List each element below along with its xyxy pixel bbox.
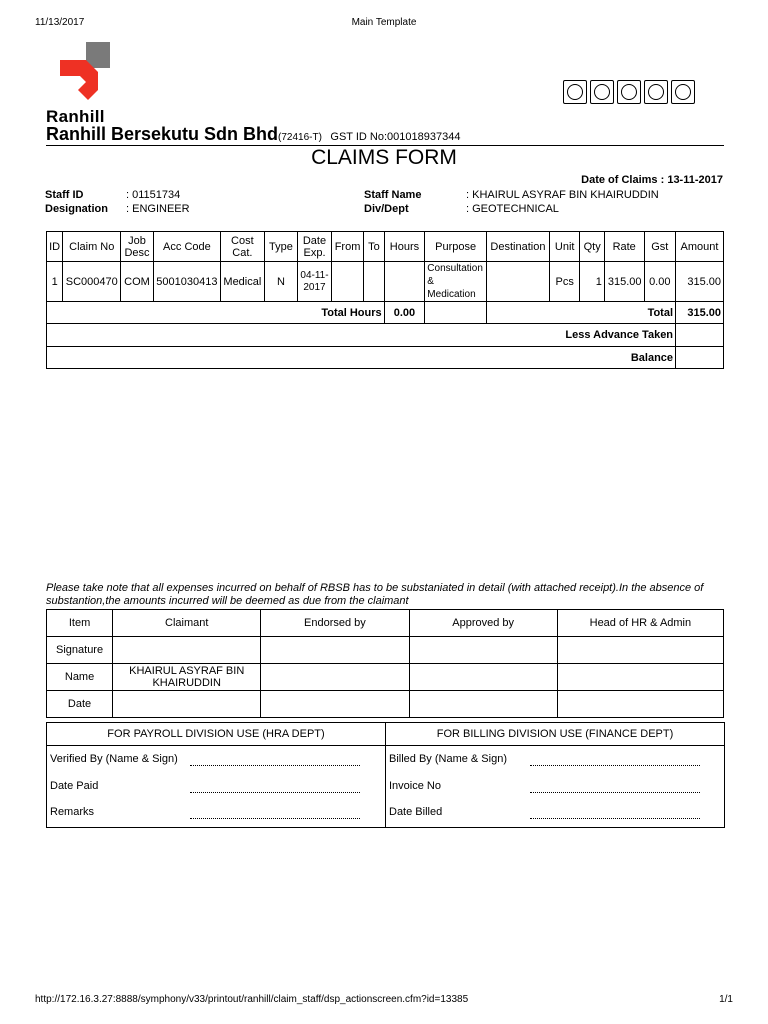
date-billed-line — [530, 808, 700, 819]
certification-badge-icon — [644, 80, 668, 104]
hr-date-cell[interactable] — [557, 691, 723, 718]
cell-id: 1 — [47, 262, 63, 302]
col-header: To — [364, 232, 384, 262]
col-header: Destination — [486, 232, 549, 262]
total-value: 315.00 — [676, 302, 724, 324]
col-header: From — [331, 232, 364, 262]
col-header: Type — [264, 232, 298, 262]
date-paid-line — [190, 782, 360, 793]
cell-gst: 0.00 — [644, 262, 676, 302]
certification-badge-icon — [590, 80, 614, 104]
cell-unit: Pcs — [549, 262, 580, 302]
billed-by-label: Billed By (Name & Sign) — [389, 753, 507, 765]
col-header: Hours — [384, 232, 425, 262]
staff-id-label: Staff ID — [45, 189, 84, 201]
certification-badges — [563, 80, 695, 104]
total-spacer — [425, 302, 487, 324]
logo-wordmark: Ranhill — [46, 107, 105, 126]
claimant-name-cell: KHAIRUL ASYRAF BIN KHAIRUDDIN — [113, 664, 261, 691]
remarks-line — [190, 808, 360, 819]
cell-acc-code: 5001030413 — [153, 262, 220, 302]
col-header: ID — [47, 232, 63, 262]
balance-value — [676, 347, 724, 369]
balance-label: Balance — [47, 347, 676, 369]
col-header: Amount — [676, 232, 724, 262]
date-billed-field[interactable] — [530, 808, 700, 822]
print-url: http://172.16.3.27:8888/symphony/v33/printout/ranhill/claim_staff/dsp_actionscreen.cfm?id=13385 — [35, 994, 469, 1005]
invoice-no-label: Invoice No — [389, 780, 441, 792]
form-title: CLAIMS FORM — [311, 146, 457, 169]
date-paid-label: Date Paid — [50, 780, 99, 792]
name-row — [47, 664, 724, 691]
approved-date-cell[interactable] — [409, 691, 557, 718]
col-header: Job Desc — [121, 232, 154, 262]
hr-signature-cell[interactable] — [557, 637, 723, 664]
balance-row — [47, 347, 724, 369]
cell-job-desc: COM — [121, 262, 154, 302]
signature-table — [46, 609, 724, 718]
verified-by-label: Verified By (Name & Sign) — [50, 753, 178, 765]
cell-hours — [384, 262, 425, 302]
totals-row — [47, 302, 724, 324]
claims-items-table — [46, 231, 724, 369]
col-header: Purpose — [425, 232, 487, 262]
staff-id-value: : 01151734 — [126, 189, 181, 201]
designation-label: Designation — [45, 203, 108, 215]
row-label-signature: Signature — [47, 637, 113, 664]
billed-by-line — [530, 755, 700, 766]
billing-title: FOR BILLING DIVISION USE (FINANCE DEPT) — [386, 723, 724, 746]
sig-header-item: Item — [47, 610, 113, 637]
cell-date-exp: 04-11-2017 — [298, 262, 332, 302]
date-of-claims: Date of Claims : 13-11-2017 — [581, 174, 723, 186]
table-row — [47, 262, 724, 302]
date-billed-label: Date Billed — [389, 806, 443, 818]
verified-by-line — [190, 755, 360, 766]
payroll-title: FOR PAYROLL DIVISION USE (HRA DEPT) — [47, 723, 385, 746]
col-header: Gst — [644, 232, 676, 262]
billed-by-field[interactable] — [530, 755, 700, 769]
print-title: Main Template — [351, 17, 417, 28]
billing-section — [386, 723, 724, 827]
cell-purpose: Consultation & Medication — [425, 262, 487, 302]
row-label-name: Name — [47, 664, 113, 691]
certification-badge-icon — [617, 80, 641, 104]
total-hours-label: Total Hours — [47, 302, 385, 324]
remarks-label: Remarks — [50, 806, 95, 818]
cell-cost-cat: Medical — [221, 262, 265, 302]
ranhill-logo-icon — [46, 42, 116, 104]
col-header: Qty — [580, 232, 604, 262]
expense-note: Please take note that all expenses incurred on behalf of RBSB has to be substaniated in detail (with attached receipt).In the absence of substantion,the amounts incurred will be deemed as due from the claimant — [46, 582, 704, 607]
sig-header-endorsed: Endorsed by — [261, 610, 409, 637]
cell-to — [364, 262, 384, 302]
dept-label: Div/Dept — [364, 203, 409, 215]
dept-value: : GEOTECHNICAL — [466, 203, 559, 215]
col-header: Unit — [549, 232, 580, 262]
verified-by-field[interactable] — [190, 755, 360, 769]
signature-row — [47, 637, 724, 664]
col-header: Acc Code — [153, 232, 220, 262]
cell-type: N — [264, 262, 298, 302]
print-page-number: 1/1 — [719, 994, 733, 1005]
approved-name-cell[interactable] — [409, 664, 557, 691]
remarks-field[interactable] — [190, 808, 360, 822]
cell-claim-no: SC000470 — [63, 262, 121, 302]
certification-badge-icon — [671, 80, 695, 104]
col-header: Rate — [604, 232, 644, 262]
hr-name-cell[interactable] — [557, 664, 723, 691]
print-date: 11/13/2017 — [35, 17, 85, 28]
date-paid-field[interactable] — [190, 782, 360, 796]
staff-name-value: : KHAIRUL ASYRAF BIN KHAIRUDDIN — [466, 189, 659, 201]
claimant-signature-cell[interactable] — [113, 637, 261, 664]
company-line — [46, 124, 460, 145]
endorsed-signature-cell[interactable] — [261, 637, 409, 664]
invoice-no-field[interactable] — [530, 782, 700, 796]
company-reg: (72416-T) — [278, 132, 322, 143]
company-gst: GST ID No:001018937344 — [330, 131, 461, 143]
total-hours-value: 0.00 — [384, 302, 425, 324]
table-header-row — [47, 232, 724, 262]
cell-from — [331, 262, 364, 302]
division-use-box — [46, 722, 725, 828]
sig-header-approved: Approved by — [409, 610, 557, 637]
sig-header-claimant: Claimant — [113, 610, 261, 637]
cell-amount: 315.00 — [676, 262, 724, 302]
company-name: Ranhill Bersekutu Sdn Bhd — [46, 124, 279, 144]
advance-row — [47, 324, 724, 347]
cell-qty: 1 — [580, 262, 604, 302]
staff-name-label: Staff Name — [364, 189, 422, 201]
col-header: Date Exp. — [298, 232, 332, 262]
col-header: Cost Cat. — [221, 232, 265, 262]
invoice-no-line — [530, 782, 700, 793]
total-label: Total — [486, 302, 675, 324]
endorsed-name-cell[interactable] — [261, 664, 409, 691]
designation-value: : ENGINEER — [126, 203, 190, 215]
approved-signature-cell[interactable] — [409, 637, 557, 664]
date-row — [47, 691, 724, 718]
claimant-date-cell[interactable] — [113, 691, 261, 718]
signature-header-row — [47, 610, 724, 637]
col-header: Claim No — [63, 232, 121, 262]
certification-badge-icon — [563, 80, 587, 104]
endorsed-date-cell[interactable] — [261, 691, 409, 718]
sig-header-hr: Head of HR & Admin — [557, 610, 723, 637]
cell-rate: 315.00 — [604, 262, 644, 302]
row-label-date: Date — [47, 691, 113, 718]
cell-destination — [486, 262, 549, 302]
less-advance-label: Less Advance Taken — [47, 324, 676, 347]
payroll-section — [47, 723, 386, 827]
less-advance-value — [676, 324, 724, 347]
